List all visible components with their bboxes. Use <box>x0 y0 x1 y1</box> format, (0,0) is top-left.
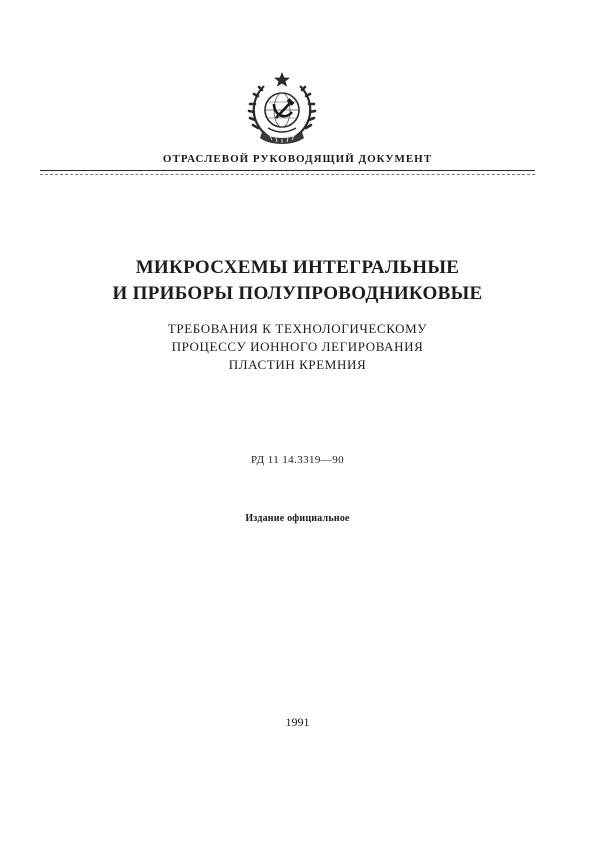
document-subtitle-line-3: ПЛАСТИН КРЕМНИЯ <box>228 357 367 372</box>
publication-year: 1991 <box>285 715 310 729</box>
document-title-line-2: И ПРИБОРЫ ПОЛУПРОВОДНИКОВЫЕ <box>112 283 483 304</box>
state-emblem-icon <box>246 70 318 148</box>
edition-label: Издание официальное <box>245 513 350 524</box>
document-subtitle-line-1: ТРЕБОВАНИЯ К ТЕХНОЛОГИЧЕСКОМУ <box>167 321 428 336</box>
document-code: РД 11 14.3319—90 <box>250 454 345 466</box>
header-divider-secondary <box>40 174 535 175</box>
document-title-line-1: МИКРОСХЕМЫ ИНТЕГРАЛЬНЫЕ <box>135 257 460 278</box>
header-divider <box>40 170 535 171</box>
document-subtitle-line-2: ПРОЦЕССУ ИОННОГО ЛЕГИРОВАНИЯ <box>171 339 424 354</box>
document-type-heading: ОТРАСЛЕВОЙ РУКОВОДЯЩИЙ ДОКУМЕНТ <box>162 153 433 165</box>
